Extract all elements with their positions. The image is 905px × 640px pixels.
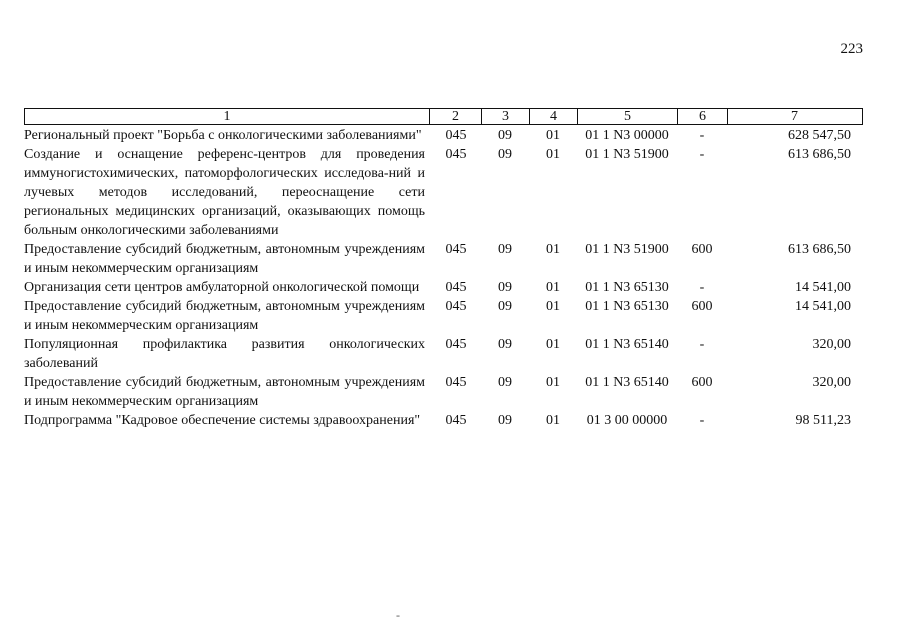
table-row xyxy=(24,278,863,297)
table-row xyxy=(24,240,863,278)
table-row xyxy=(24,126,863,145)
row-subsection-code: 01 xyxy=(546,375,560,390)
row-expense-type: 600 xyxy=(691,299,713,314)
row-section-code: 09 xyxy=(498,128,512,143)
row-section-code: 09 xyxy=(498,299,512,314)
row-ministry-code: 045 xyxy=(445,375,467,390)
row-amount: 320,00 xyxy=(812,337,851,352)
row-name: Создание и оснащение референс-центров для проведения иммуногистохимических, патоморфологических исследова-ний и лучевых методов исследований, переоснащение сети региональных медицинских организаций, оказывающих помощь больным онкологическими заболеваниями xyxy=(24,147,425,238)
row-expense-type: - xyxy=(699,280,705,295)
row-name: Подпрограмма "Кадровое обеспечение системы здравоохранения" xyxy=(24,413,421,428)
budget-table-body xyxy=(24,126,863,430)
row-amount: 613 686,50 xyxy=(788,242,851,257)
row-ministry-code: 045 xyxy=(445,337,467,352)
row-subsection-code: 01 xyxy=(546,128,560,143)
row-section-code: 09 xyxy=(498,413,512,428)
row-expense-type: 600 xyxy=(691,375,713,390)
row-amount: 628 547,50 xyxy=(788,128,851,143)
table-row xyxy=(24,373,863,411)
row-subsection-code: 01 xyxy=(546,147,560,162)
header-col-3: 3 xyxy=(482,109,530,124)
row-target-article: 01 1 N3 65130 xyxy=(585,280,669,295)
row-amount: 14 541,00 xyxy=(795,280,851,295)
row-amount: 14 541,00 xyxy=(795,299,851,314)
row-subsection-code: 01 xyxy=(546,337,560,352)
row-target-article: 01 3 00 00000 xyxy=(586,413,668,428)
row-expense-type: - xyxy=(699,413,705,428)
header-col-5: 5 xyxy=(578,109,678,124)
row-ministry-code: 045 xyxy=(445,280,467,295)
table-row xyxy=(24,297,863,335)
row-ministry-code: 045 xyxy=(445,128,467,143)
row-target-article: 01 1 N3 65140 xyxy=(585,375,669,390)
row-target-article: 01 1 N3 51900 xyxy=(585,242,669,257)
scan-artifact: - xyxy=(396,608,400,622)
row-target-article: 01 1 N3 51900 xyxy=(585,147,669,162)
page-number: 223 xyxy=(840,41,863,57)
row-name: Предоставление субсидий бюджетным, автономным учреждениям и иным некоммерческим организациям xyxy=(24,299,425,333)
row-section-code: 09 xyxy=(498,337,512,352)
row-amount: 320,00 xyxy=(812,375,851,390)
row-subsection-code: 01 xyxy=(546,280,560,295)
row-section-code: 09 xyxy=(498,375,512,390)
table-row xyxy=(24,411,863,430)
row-name: Популяционная профилактика развития онкологических заболеваний xyxy=(24,337,425,371)
header-col-6: 6 xyxy=(678,109,728,124)
row-name: Организация сети центров амбулаторной онкологической помощи xyxy=(24,280,420,295)
row-subsection-code: 01 xyxy=(546,242,560,257)
row-section-code: 09 xyxy=(498,280,512,295)
header-col-4: 4 xyxy=(530,109,578,124)
row-section-code: 09 xyxy=(498,242,512,257)
row-ministry-code: 045 xyxy=(445,147,467,162)
header-col-2: 2 xyxy=(430,109,482,124)
row-target-article: 01 1 N3 65140 xyxy=(585,337,669,352)
row-ministry-code: 045 xyxy=(445,413,467,428)
table-header xyxy=(24,108,863,125)
row-target-article: 01 1 N3 00000 xyxy=(585,128,669,143)
row-name: Региональный проект "Борьба с онкологическими заболеваниями" xyxy=(24,128,422,143)
row-subsection-code: 01 xyxy=(546,413,560,428)
row-expense-type: - xyxy=(699,128,705,143)
row-amount: 98 511,23 xyxy=(795,413,851,428)
row-ministry-code: 045 xyxy=(445,299,467,314)
row-expense-type: 600 xyxy=(691,242,713,257)
row-name: Предоставление субсидий бюджетным, автономным учреждениям и иным некоммерческим организациям xyxy=(24,242,425,276)
row-expense-type: - xyxy=(699,337,705,352)
row-amount: 613 686,50 xyxy=(788,147,851,162)
row-name: Предоставление субсидий бюджетным, автономным учреждениям и иным некоммерческим организациям xyxy=(24,375,425,409)
row-subsection-code: 01 xyxy=(546,299,560,314)
table-row xyxy=(24,335,863,373)
row-section-code: 09 xyxy=(498,147,512,162)
row-target-article: 01 1 N3 65130 xyxy=(585,299,669,314)
row-ministry-code: 045 xyxy=(445,242,467,257)
row-expense-type: - xyxy=(699,147,705,162)
header-col-7: 7 xyxy=(791,109,798,124)
header-col-1: 1 xyxy=(25,109,430,124)
table-row xyxy=(24,145,863,240)
